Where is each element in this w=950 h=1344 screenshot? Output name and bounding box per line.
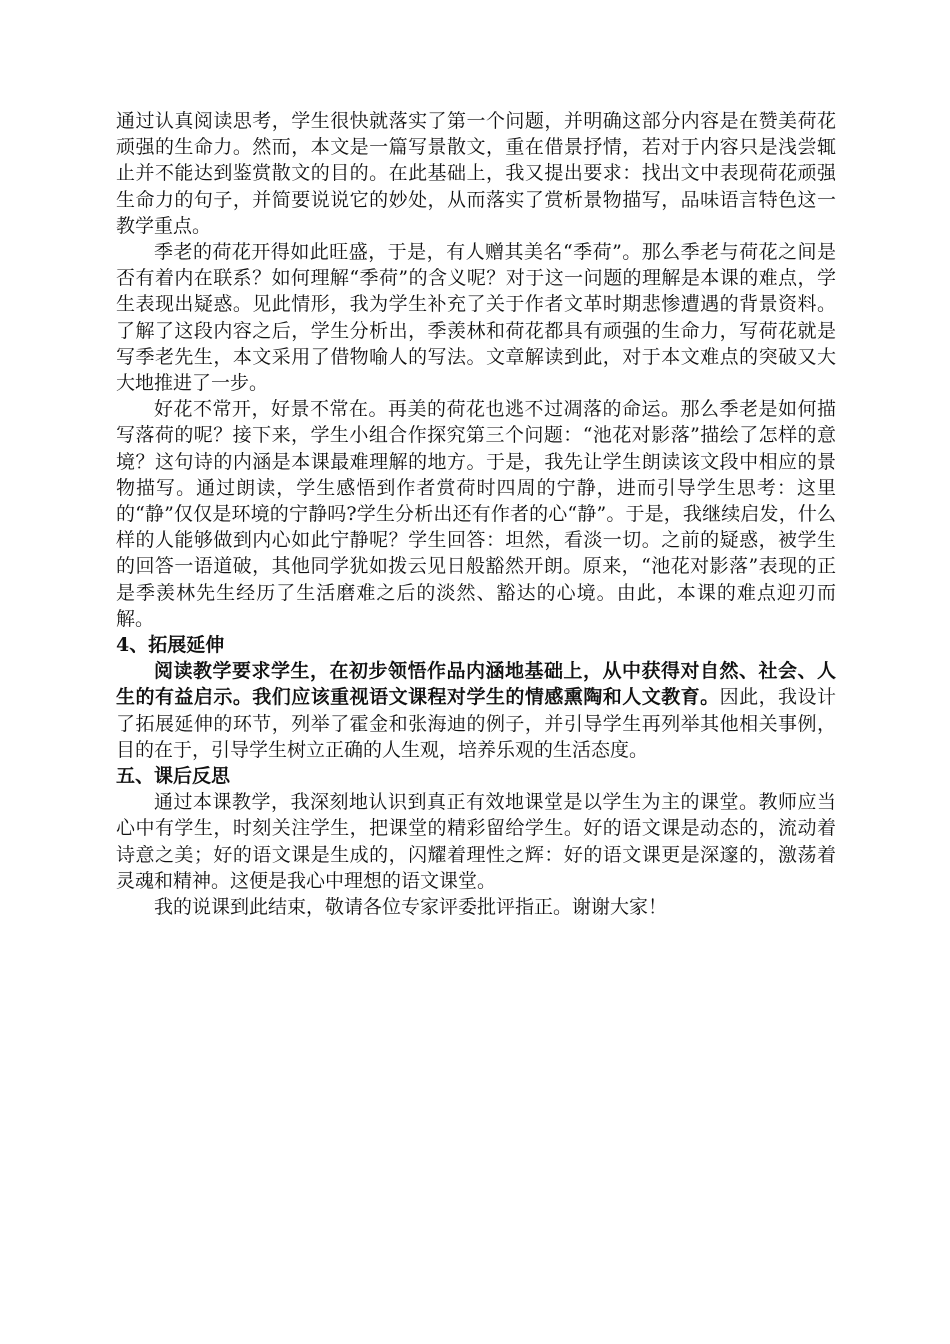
paragraph-closing: 我的说课到此结束，敬请各位专家评委批评指正。谢谢大家！ bbox=[154, 896, 668, 919]
paragraph-extension bbox=[116, 658, 836, 763]
paragraph-analysis-first-question: 通过认真阅读思考，学生很快就落实了第一个问题，并明确这部分内容是在赞美荷花顽强的生命力。然而，本文是一篇写景散文，重在借景抒情，若对于内容只是浅尝辄止并不能达到鉴赏散文的目的。在此基础上，我又提出要求：找出文中表现荷花顽强生命力的句子，并简要说说它的妙处，从而落实了赏析景物描写，品味语言特色这一教学重点。 bbox=[116, 110, 836, 237]
document-page bbox=[116, 108, 836, 920]
paragraph-ji-he-meaning: 季老的荷花开得如此旺盛，于是，有人赠其美名“季荷”。那么季老与荷花之间是否有着内在联系？如何理解“季荷”的含义呢？对于这一问题的理解是本课的难点，学生表现出疑惑。见此情形，我为学生补充了关于作者文革时期悲惨遭遇的背景资料。了解了这段内容之后，学生分析出，季羡林和荷花都具有顽强的生命力，写荷花就是写季老先生，本文采用了借物喻人的写法。文章解读到此，对于本文难点的突破又大大地推进了一步。 bbox=[116, 241, 836, 395]
extension-body-text: 因此，我设计了拓展延伸的环节，列举了霍金和张海迪的例子，并引导学生再列举其他相关事例，目的在于，引导学生树立正确的人生观，培养乐观的生活态度。 bbox=[116, 686, 836, 761]
section-heading-extension: 4、拓展延伸 bbox=[116, 634, 225, 657]
section-heading-reflection: 五、课后反思 bbox=[116, 765, 231, 788]
extension-bold-text: 阅读教学要求学生，在初步领悟作品内涵地基础上，从中获得对自然、社会、人生的有益启示。我们应该重视语文课程对学生的情感熏陶和人文教育。 bbox=[116, 660, 836, 709]
paragraph-reflection: 通过本课教学，我深刻地认识到真正有效地课堂是以学生为主的课堂。教师应当心中有学生，时刻关注学生，把课堂的精彩留给学生。好的语文课是动态的，流动着诗意之美；好的语文课是生成的，闪耀着理性之辉：好的语文课更是深邃的，激荡着灵魂和精神。这便是我心中理想的语文课堂。 bbox=[116, 791, 836, 892]
paragraph-falling-lotus: 好花不常开，好景不常在。再美的荷花也逃不过凋落的命运。那么季老是如何描写落荷的呢？接下来，学生小组合作探究第三个问题：“池花对影落”描绘了怎样的意境？这句诗的内涵是本课最难理解的地方。于是，我先让学生朗读该文段中相应的景物描写。通过朗读，学生感悟到作者赏荷时四周的宁静，进而引导学生思考：这里的“静”仅仅是环境的宁静吗?学生分析出还有作者的心“静”。于是，我继续启发，什么样的人能够做到内心如此宁静呢？学生回答：坦然，看淡一切。之前的疑惑，被学生的回答一语道破，其他同学犹如拨云见日般豁然开朗。原来，“池花对影落”表现的正是季羡林先生经历了生活磨难之后的淡然、豁达的心境。由此，本课的难点迎刃而解。 bbox=[116, 398, 836, 630]
